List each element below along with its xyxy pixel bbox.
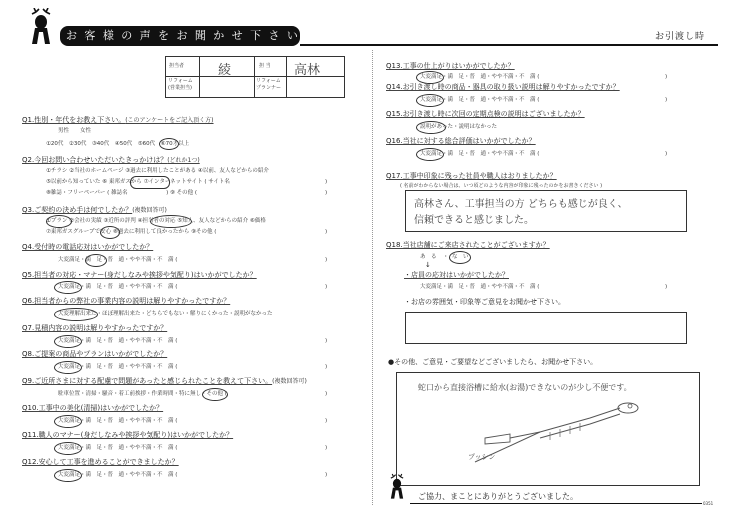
- answer-circle: [54, 281, 82, 294]
- answer-circle: [150, 215, 192, 228]
- arrow-down-icon: ↓: [425, 261, 431, 269]
- q7-scale: 大変満足・満 足・普 通・やや不満・不 満 (: [58, 338, 178, 344]
- answer-circle: [130, 176, 170, 189]
- staff-value-2: 高林: [294, 63, 321, 78]
- q2-close: ): [325, 179, 328, 185]
- q2-line1: ①チラシ ②当社のホームページ ③過去に利用したことがある ④以前、友人などからの紹介: [46, 168, 269, 174]
- q3-line1: ①プラン ②会社の実績 ③近所の評判 ④担当者の対応 ⑤知人、友人などからの紹介 ⑥価格: [46, 218, 266, 224]
- other-title: ●その他、ご意見・ご要望などございましたら、お聞かせ下さい。: [388, 358, 598, 366]
- answer-circle: [54, 415, 82, 428]
- q1-title: Q1.性別・年代をお教え下さい。(このアンケートをご記入頂く方): [22, 116, 214, 124]
- q11-title: Q11.職人のマナー(身だしなみや挨拶や気配り)はいかがでしたか？: [22, 431, 234, 439]
- q17-title: Q17.工事中印象に残った社員や職人はおりましたか？: [386, 172, 557, 180]
- staff-table: [165, 56, 345, 98]
- q6-scale: 大変理解出来た・ほぼ理解出来た・どちらでもない・解りにくかった・説明がなかった: [58, 311, 273, 317]
- footer-code: 0351: [703, 501, 714, 506]
- q10-close: ): [325, 418, 328, 424]
- staff-label-3: リフォーム: [168, 78, 193, 84]
- q3-line2: ⑦東邦ガスグループで安心 ⑧過去に利用して良かったから ⑨その他 (: [46, 229, 217, 235]
- q18-yes: あ る: [420, 254, 437, 260]
- q13-close: ): [665, 74, 668, 80]
- q6-title: Q6.担当者からの弊社の事業内容の説明は解りやすかったですか？: [22, 297, 231, 305]
- answer-circle: [202, 388, 228, 401]
- q14-title: Q14.お引き渡し時の商品・器具の取り扱い説明は解りやすかったですか？: [386, 83, 620, 91]
- answer-circle: [54, 335, 82, 348]
- q2-line2: ⑤以前から知っていた ⑥ 東邦ガスから ⑦インターネットサイト ( サイト名: [46, 179, 230, 185]
- faucet-drawing-icon: [470, 392, 650, 472]
- other-answer-text: 蛇口から直接浴槽に給水(お湯)できないのが少し不便です。: [418, 383, 632, 392]
- q16-scale: 大変満足・満 足・普 通・やや不満・不 満 (: [420, 151, 540, 157]
- q14-close: ): [665, 97, 668, 103]
- answer-circle: [100, 226, 120, 239]
- q10-scale: 大変満足・満 足・普 通・やや不満・不 満 (: [58, 418, 178, 424]
- q13-scale: 大変満足・満 足・普 通・やや不満・不 満 (: [420, 74, 540, 80]
- q15-title: Q15.お引き渡し時に次回の定期点検の説明はございましたか？: [386, 110, 585, 118]
- answer-circle: [54, 469, 82, 482]
- q18-sub1: ・店員の応対はいかがでしたか？: [404, 271, 509, 279]
- column-divider: [372, 50, 373, 505]
- answer-circle: [449, 251, 471, 264]
- title-char: せ: [231, 29, 243, 42]
- title-text: [66, 28, 298, 44]
- q16-close: ): [665, 151, 668, 157]
- title-char: 客: [84, 29, 96, 42]
- q18-title: Q18.当社店舗にご来店されたことがございますか？: [386, 241, 550, 249]
- q2-line3: ⑧雑誌・フリーペーパー ( 雑誌名 ) ⑨ その他 (: [46, 190, 198, 196]
- q10-title: Q10.工事中の美化(清掃)はいかがでしたか？: [22, 404, 164, 412]
- header-right-label: お引渡し時: [655, 32, 706, 42]
- q9-scale: 駐車位置・清掃・騒音・着工前挨拶・作業時間・特に無し・その他 (: [58, 391, 227, 397]
- drawing-label: プッシン: [468, 453, 496, 461]
- answer-circle: [54, 308, 98, 321]
- q7-title: Q7.見積内容の説明は解りやすかったですか？: [22, 324, 168, 332]
- q18-close: ): [665, 284, 668, 290]
- q17-answer-line1: 高林さん、工事担当の方 どちらも感じが良く、: [414, 199, 628, 210]
- title-char: い: [286, 29, 298, 42]
- q5-title: Q5.担当者の対応・マナー(身だしなみや挨拶や気配り)はいかがでしたか？: [22, 271, 257, 279]
- answer-circle: [46, 215, 72, 228]
- q12-scale: 大変満足・満 足・普 通・やや不満・不 満 (: [58, 472, 178, 478]
- deer-logo-icon: [22, 8, 60, 46]
- q2-close2: ): [325, 190, 328, 196]
- staff-value-1: 綾: [218, 63, 232, 78]
- q5-close: ): [325, 284, 328, 290]
- title-char: さ: [268, 29, 280, 42]
- q9-title: Q9.ご近所さまに対する配慮で問題があったと感じられたことを教えて下さい。(複数回答可): [22, 377, 307, 385]
- q5-scale: 大変満足・満 足・普 通・やや不満・不 満 (: [58, 284, 178, 290]
- q8-scale: 大変満足・満 足・普 通・やや不満・不 満 (: [58, 364, 178, 370]
- q8-title: Q8.ご提案の商品やプランはいかがでしたか？: [22, 350, 168, 358]
- q4-close: ): [325, 257, 328, 263]
- q11-close: ): [325, 445, 328, 451]
- q12-title: Q12.安心して工事を進めることができましたか？: [22, 458, 179, 466]
- q2-title: Q2.今回お問い合わせいただいたきっかけは？(どれか1つ): [22, 156, 200, 164]
- q12-close: ): [325, 472, 328, 478]
- q1-sex: 男性 女性: [58, 128, 92, 134]
- q4-scale: 大変満足・満 足・普 通・やや不満・不 満 (: [58, 257, 178, 263]
- q16-title: Q16.当社に対する総合評価はいかがでしたか？: [386, 137, 536, 145]
- title-char: の: [121, 29, 133, 42]
- q17-answer-line2: 信頼できると感じました。: [414, 215, 534, 226]
- answer-circle: [159, 138, 179, 150]
- deer-footer-icon: [384, 473, 410, 501]
- q18-sub2: ・お店の雰囲気・印象等ご意見をお聞かせ下さい。: [404, 298, 565, 306]
- thanks-text: ご協力、まことにありがとうございました。: [418, 492, 578, 501]
- answer-circle: [54, 361, 82, 374]
- q7-close: ): [325, 338, 328, 344]
- answer-circle: [54, 442, 82, 455]
- title-char: 聞: [194, 29, 206, 42]
- q4-title: Q4.受付時の電話応対はいかがでしたか？: [22, 243, 154, 251]
- q18-sep: ・: [443, 254, 449, 260]
- q18-no: な い: [452, 254, 469, 260]
- staff-label-4: リフォーム: [256, 78, 281, 84]
- q3-close: ): [325, 229, 328, 235]
- title-char: か: [213, 29, 225, 42]
- staff-label-4-sub: プランナー: [256, 85, 282, 91]
- title-char: を: [158, 29, 170, 42]
- title-char: 下: [250, 29, 262, 42]
- q8-close: ): [325, 364, 328, 370]
- staff-label-2: 担 当: [259, 63, 271, 69]
- answer-circle: [416, 94, 444, 107]
- q18-scale: 大変満足・満 足・普 通・やや不満・不 満 (: [420, 284, 540, 290]
- q13-title: Q13.工事の仕上がりはいかがでしたか？: [386, 62, 515, 70]
- footer-rule: [410, 503, 702, 504]
- title-char: お: [66, 29, 77, 42]
- title-char: 様: [102, 29, 114, 42]
- q1-ages: ①20代 ②30代 ③40代 ④50代 ⑤60代 ⑥70才以上: [46, 141, 190, 147]
- answer-circle: [416, 121, 446, 134]
- answer-circle: [416, 148, 444, 161]
- staff-label-3-sub: (営業担当): [168, 85, 192, 91]
- title-char: 声: [139, 29, 151, 42]
- q17-note: ( 名前がわからない場合は、いつ頃どのような内容が印象に残ったのかをお書きください ): [400, 183, 603, 189]
- staff-label-1: 担当者: [169, 63, 185, 69]
- q15-scale: 説明があった・説明はなかった: [420, 124, 497, 130]
- q11-scale: 大変満足・満 足・普 通・やや不満・不 満 (: [58, 445, 178, 451]
- title-char: お: [176, 29, 188, 42]
- q14-scale: 大変満足・満 足・普 通・やや不満・不 満 (: [420, 97, 540, 103]
- q9-close: ): [325, 391, 328, 397]
- answer-circle: [85, 254, 107, 267]
- header-rule: [300, 44, 718, 46]
- q18-comment-box: [405, 312, 687, 344]
- q3-title: Q3.ご契約の決め手は何でしたか？(複数回答可): [22, 206, 167, 214]
